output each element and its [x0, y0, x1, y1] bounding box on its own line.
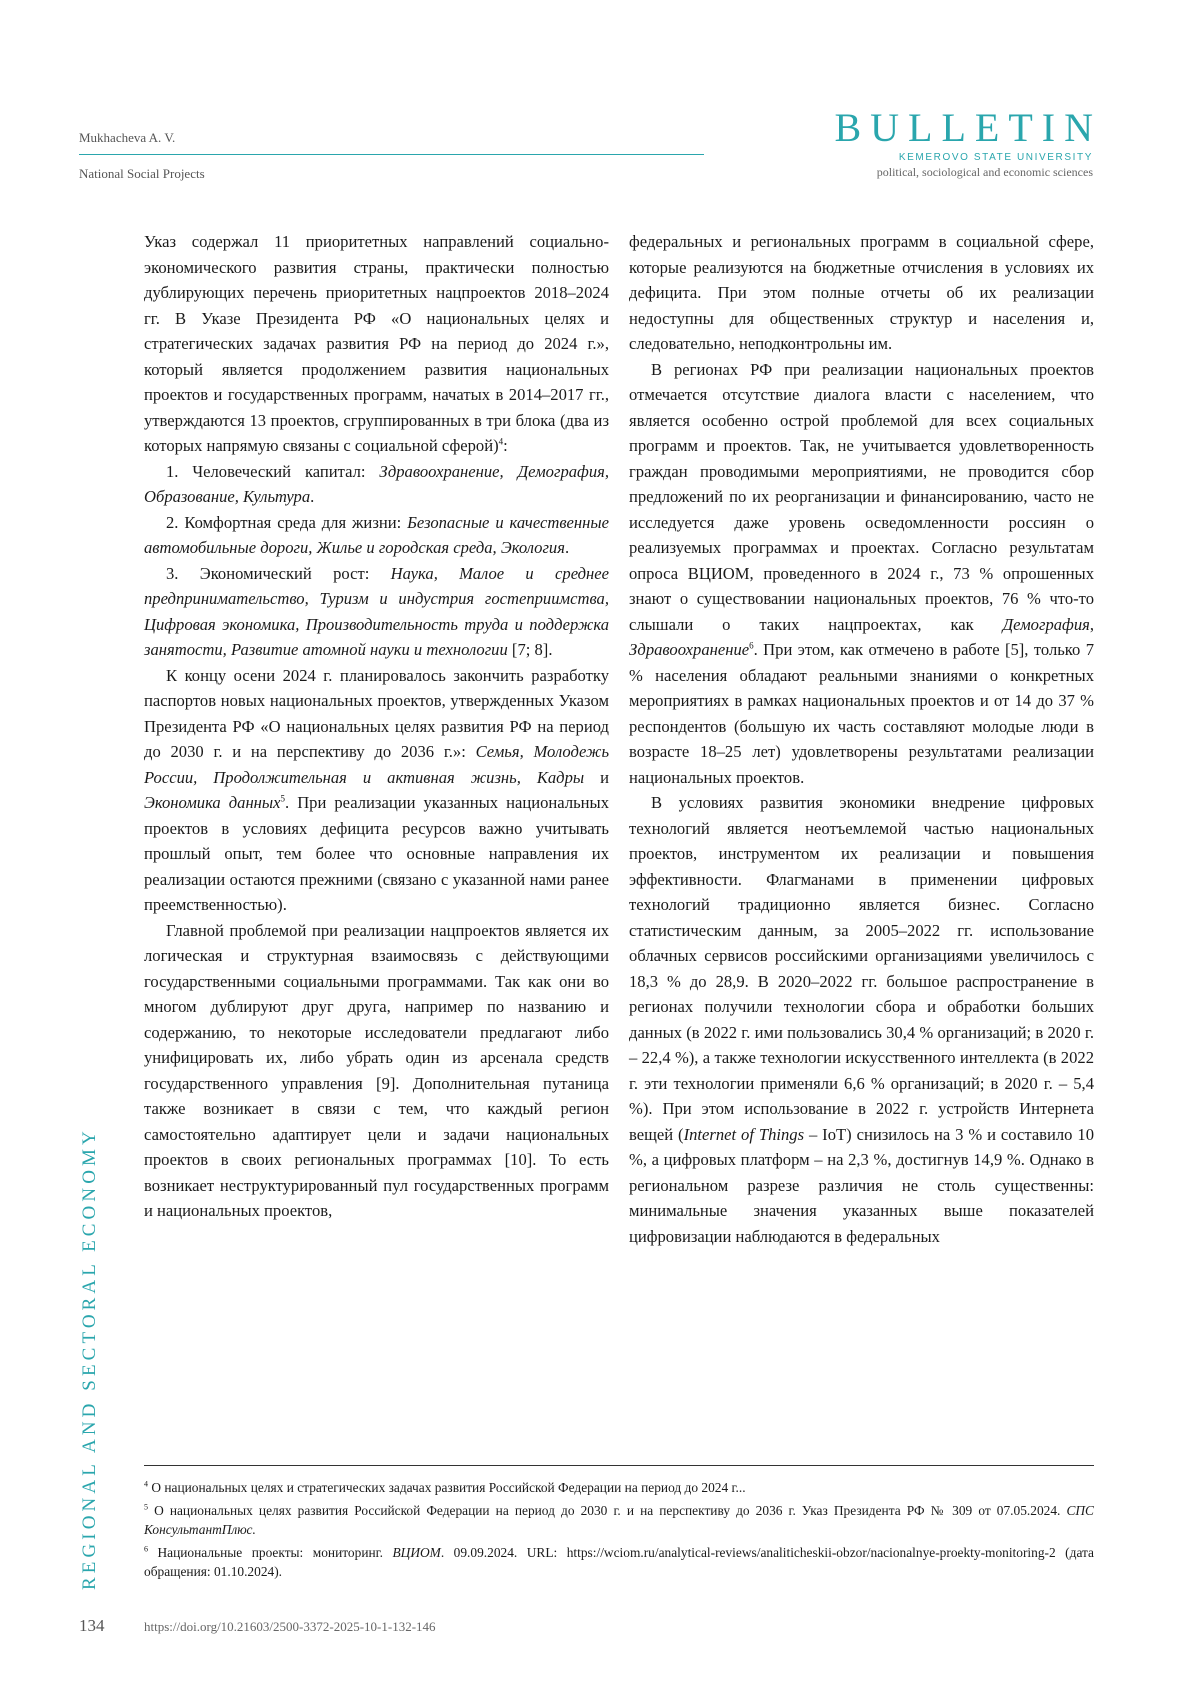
footnote: $^6$ Национальные проекты: мониторинг. ВЦИОМ. 09.09.2024. URL: https://wciom.ru/analytical-reviews/analiticheskii-obzor/nacionalnye-proekty-monitoring-2 (дата обращения: 01.10.2024). [144, 1544, 1094, 1579]
list-item: 1. Человеческий капитал: Здравоохранение, Демография, Образование, Культура. [144, 461, 609, 506]
footnote-ref[interactable]: 5 [280, 793, 286, 804]
paragraph: К концу осени 2024 г. планировалось закончить разработку паспортов новых национальных проектов, утвержденных Указом Президента РФ «О национальных целях развития РФ на период до 2030 г. и на перспективу до 2036 г.»: Семья, Молодежь России, Продолжительная и активная жизнь, Кадры и Экономика данных$^5$. При реализации указанных национальных проектов в условиях дефицита ресурсов важно учитывать прошлый опыт, тем более что основные направления их реализации остаются прежними (связано с указанной нами ранее преемственностью). [144, 665, 609, 914]
header-rule [79, 154, 704, 155]
paragraph: федеральных и региональных программ в социальной сфере, которые реализуются на бюджетные отчисления в условиях их дефицита. При этом полные отчеты об их реализации недоступны для общественных структур и населения и, следовательно, неподконтрольны им. [629, 232, 1094, 353]
left-column [144, 229, 609, 1224]
journal-subtitle: political, sociological and economic sciences [876, 165, 1093, 179]
page-number: 134 [79, 1616, 105, 1635]
list-item: 2. Комфортная среда для жизни: Безопасные и качественные автомобильные дороги, Жилье и городская среда, Экология. [144, 512, 609, 557]
journal-university: KEMEROVO STATE UNIVERSITY [898, 152, 1093, 163]
footnotes [144, 1478, 1094, 1585]
running-head-topic: National Social Projects [79, 166, 205, 181]
journal-brand [834, 105, 1102, 180]
section-sidebar-label: REGIONAL AND SECTORAL ECONOMY [79, 1127, 100, 1590]
paragraph: Главной проблемой при реализации нацпроектов является их логическая и структурная взаимосвязь с действующими государственными социальными программами. Так как они во многом дублируют друг друга, например по названию и содержанию, то некоторые исследователи предлагают либо унифицировать их, либо убрать один из арсенала средств государственного управления [9]. Дополнительная путаница также возникает в связи с тем, что каждый регион самостоятельно адаптирует цели и задачи национальных проектов в своих региональных программах [10]. То есть возникает неструктурированный пул государственных программ и национальных проектов, [144, 920, 609, 1220]
footnote: $^4$ О национальных целях и стратегических задачах развития Российской Федерации на период до 2024 г... [144, 1479, 746, 1495]
right-column [629, 229, 1094, 1249]
footnote-ref[interactable]: 4 [498, 436, 504, 447]
running-head-author: Mukhacheva A. V. [79, 130, 176, 145]
footnote-ref[interactable]: 6 [749, 640, 754, 651]
doi-link[interactable]: https://doi.org/10.21603/2500-3372-2025-10-1-132-146 [144, 1619, 436, 1634]
paragraph: В условиях развития экономики внедрение цифровых технологий является неотъемлемой частью национальных проектов, инструментом их реализации и повышения эффективности. Флагманами в применении цифровых технологий традиционно является бизнес. Согласно статистическим данным, за 2005–2022 гг. использование облачных сервисов российскими организациями увеличилось с 18,3 % до 28,9. В 2020–2022 гг. большое распространение в регионах получили технологии сбора и обработки больших данных (в 2022 г. ими пользовались 30,4 % организаций; в 2020 г. – 22,4 %), а также технологии искусственного интеллекта (в 2022 г. эти технологии применяли 6,6 % организаций; в 2020 г. – 5,4 %). При этом использование в 2022 г. устройств Интернета вещей (Internet of Things – IoT) снизилось на 3 % и составило 10 %, а цифровых платформ – на 2,3 %, достигнув 14,9 %. Однако в региональном разрезе различия не столь существенны: минимальные значения указанных выше показателей цифровизации наблюдаются в федеральных [629, 793, 1094, 1246]
paragraph: Указ содержал 11 приоритетных направлений социально-экономического развития страны, практически полностью дублирующих перечень приоритетных нацпроектов 2018–2024 гг. В Указе Президента РФ «О национальных целях и стратегических задачах развития РФ на период до 2024 г.», который является продолжением развития национальных проектов и государственных программ, начатых в 2014–2017 гг., утверждаются 13 проектов, сгруппированных в три блока (два из которых напрямую связаны с социальной сферой)$^4$: [144, 232, 609, 455]
paragraph: В регионах РФ при реализации национальных проектов отмечается отсутствие диалога власти с населением, что является особенно острой проблемой для всех социальных программ и проектов. Так, не учитывается удовлетворенность граждан проводимыми мероприятиями, не проводится сбор предложений по их реорганизации и финансированию, часто не исследуется даже уровень осведомленности россиян о реализуемых программах и проектах. Согласно результатам опроса ВЦИОМ, проведенного в 2024 г., 73 % опрошенных знают о существовании национальных проектов, 76 % что-то слышали о таких нацпроектах, как Демография, Здравоохранение$^6$. При этом, как отмечено в работе [5], только 7 % населения обладают реальными знаниями о конкретных мероприятиях в рамках национальных проектов и от 14 до 37 % респондентов (большую их часть составляют молодые люди в возрасте 18–25 лет) удовлетворены результатами реализации национальных проектов. [629, 359, 1094, 787]
footnote-rule [144, 1465, 1094, 1466]
list-item: 3. Экономический рост: Наука, Малое и среднее предпринимательство, Туризм и индустрия гостеприимства, Цифровая экономика, Производительность труда и поддержка занятости, Развитие атомной науки и технологии [7; 8]. [144, 563, 610, 659]
journal-title: BULLETIN [834, 105, 1102, 150]
footnote: $^5$ О национальных целях развития Российской Федерации на период до 2030 г. и на перспективу до 2036 г. Указ Президента РФ № 309 от 07.05.2024. СПС КонсультантПлюс. [144, 1502, 1094, 1537]
footnote-url[interactable]: . 09.09.2024. URL: https://wciom.ru/analytical-reviews/analiticheskii-obzor/nacionalnye-proekty-monitoring-2 (дата обращения: 01.10.2024). [144, 1545, 1094, 1579]
